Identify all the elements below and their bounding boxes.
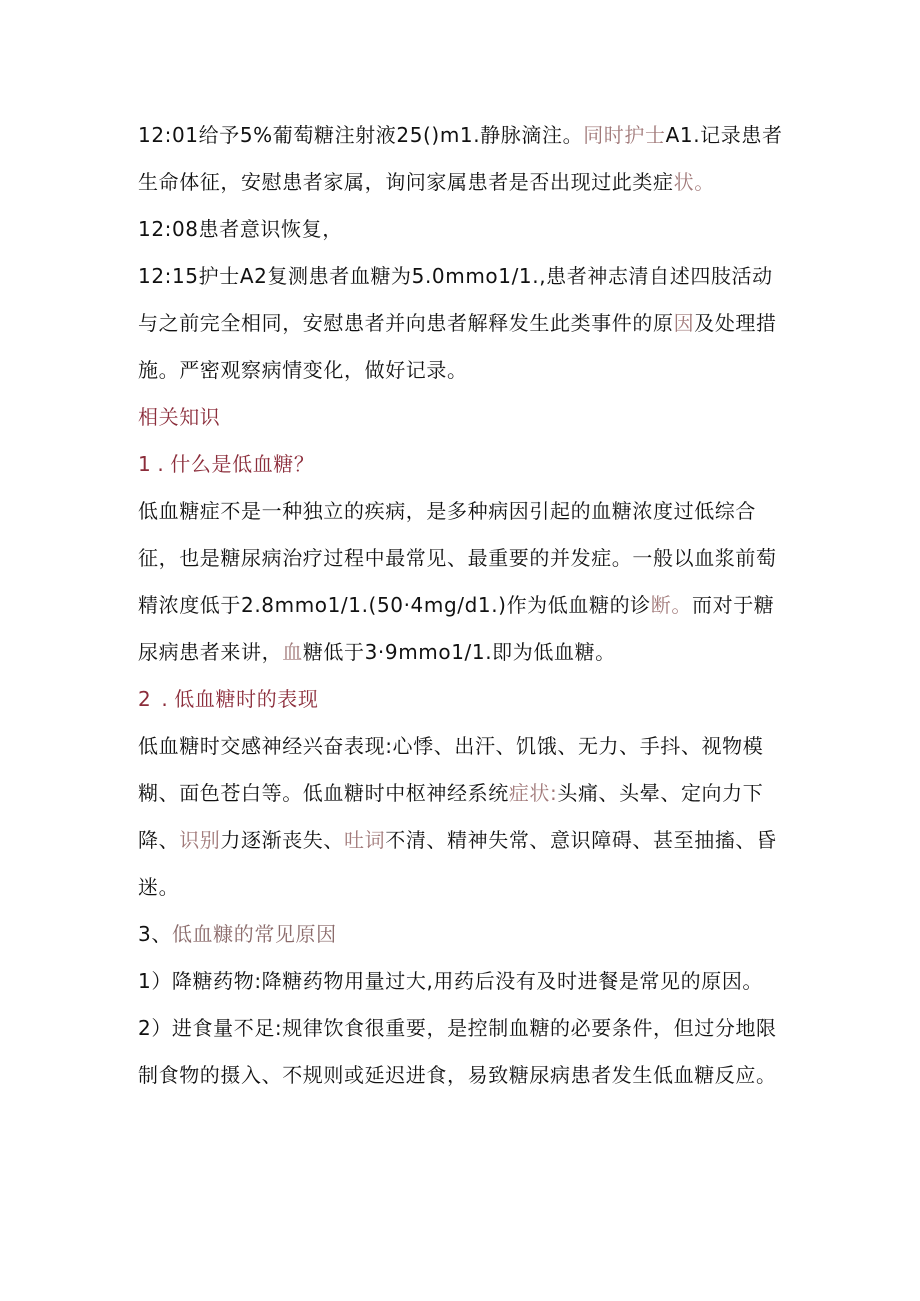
question-3-item-2: 2）进食量不足:规律饮食很重要，是控制血糖的必要条件，但过分地限制食物的摄入、不规则或延迟进食，易致糖尿病患者发生低血糖反应。 [138,1016,777,1087]
document-content [138,112,788,1099]
section-title: 相关知识 [138,405,221,429]
question-2-heading: 2 . 低血糖时的表现 [138,687,319,711]
question-1-body: 低血糖症不是一种独立的疾病，是多种病因引起的血糖浓度过低综合征，也是糖尿病治疗过程中最常见、最重要的并发症。一般以血浆前萄精浓度低于2.8mmo1/1.(50·4mg/d1.)作为低血糖的诊断。而对于糖尿病患者来讲，血糖低于3·9mmo1/1.即为低血糖。 [138,499,777,664]
paragraph-record-1201: 12:01给予5%葡萄糖注射液25()m1.静脉滴注。同时护士A1.记录患者生命体征，安慰患者家属，询问家属患者是否出现过此类症状。 [138,123,783,194]
paragraph-record-1208: 12:08患者意识恢复， [138,217,343,241]
question-3-heading: 3、低血糠的常见原因 [138,922,337,946]
paragraph-record-1215: 12:15护士A2复测患者血糖为5.0mmo1/1.,患者神志清自述四肢活动与之前完全相同，安慰患者并向患者解释发生此类事件的原因及处理措施。严密观察病情变化，做好记录。 [138,264,777,382]
question-3-item-1: 1）降糖药物:降糖药物用量过大,用药后没有及时进餐是常见的原因。 [138,969,764,993]
question-2-body: 低血糖时交感神经兴奋表现:心悸、出汗、饥饿、无力、手抖、视物模糊、面色苍白等。低血糖时中枢神经系统症状:头痛、头晕、定向力下降、识别力逐渐丧失、吐词不清、精神失常、意识障碍、甚至抽搐、昏迷。 [138,734,777,899]
question-1-heading: 1 . 什么是低血糖？ [138,452,315,476]
